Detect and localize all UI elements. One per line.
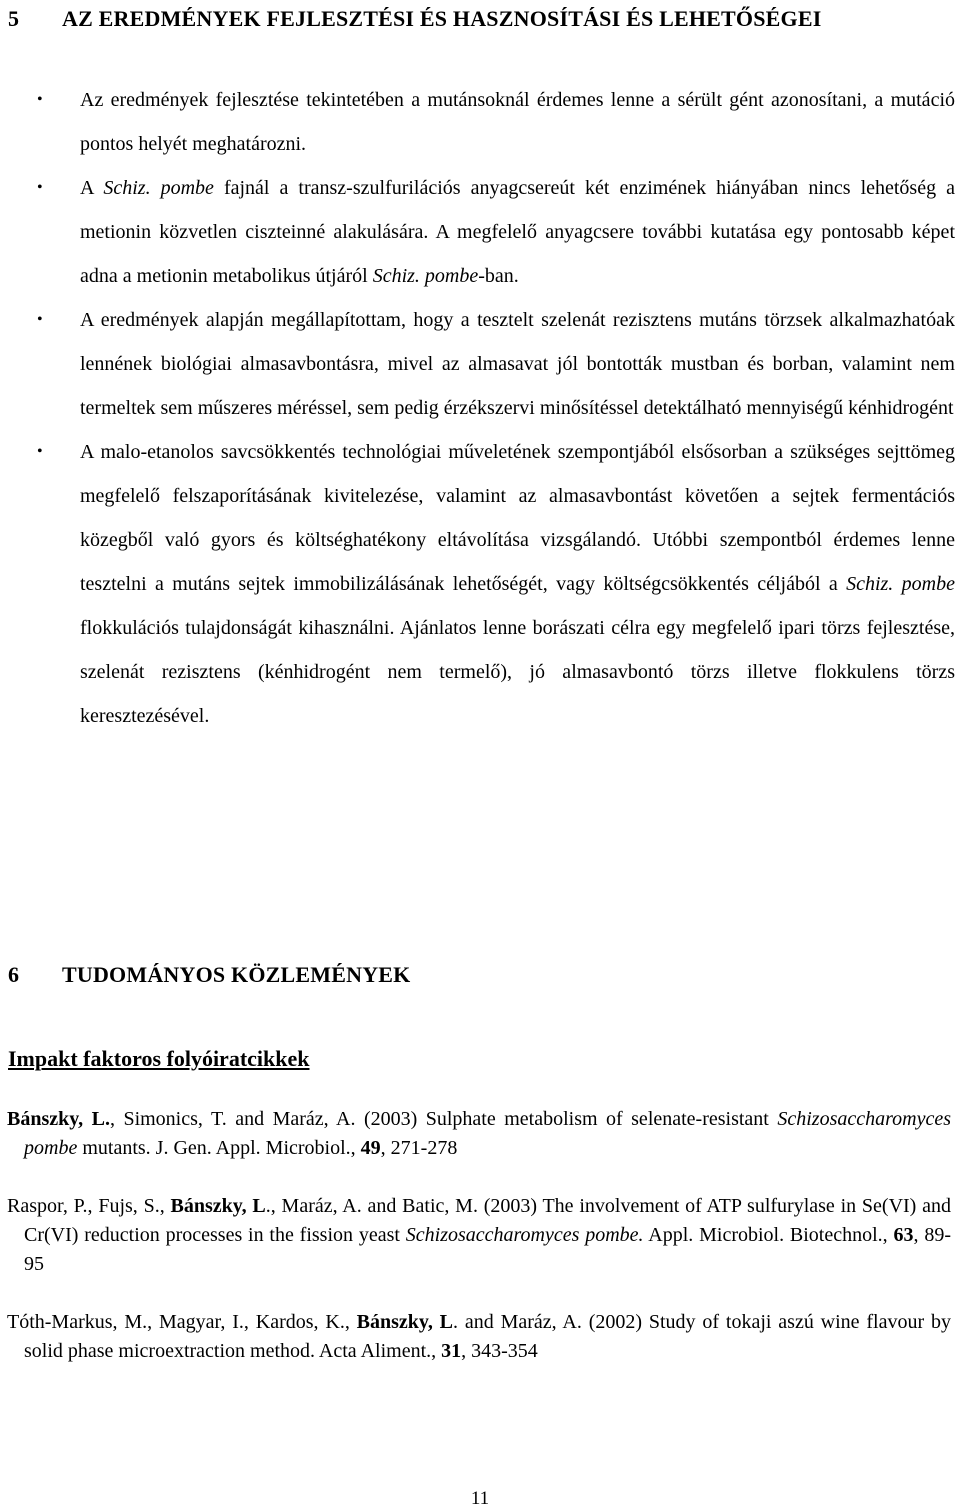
reference-item bbox=[7, 1308, 951, 1366]
bullet-marker: • bbox=[37, 443, 43, 460]
page-number: 11 bbox=[470, 1488, 490, 1509]
reference-author-highlight: Bánszky, L bbox=[170, 1195, 266, 1217]
reference-text: Tóth-Markus, M., Magyar, I., Kardos, K., bbox=[7, 1311, 357, 1333]
subsection-title: Impakt faktoros folyóiratcikkek bbox=[8, 1046, 310, 1071]
species-name: Schiz. pombe bbox=[846, 573, 955, 595]
bullet-marker: • bbox=[37, 179, 43, 196]
reference-text: , Simonics, T. and Maráz, A. (2003) Sulphate metabolism of selenate-resistant bbox=[109, 1108, 778, 1130]
reference-item bbox=[7, 1105, 951, 1163]
list-item bbox=[0, 298, 960, 430]
reference-text: Appl. Microbiol. Biotechnol., bbox=[643, 1224, 894, 1246]
bullet-4-text: A malo-etanolos savcsökkentés technológiai műveletének szempontjából elsősorban a szükséges sejttömeg megfelelő felszaporításának kivitelezése, valamint az almasavbontást követően a sejtek fermentációs közegből való gyors és költséghatékony eltávolítása vizsgálandó. Utóbbi szempontból érdemes lenne tesztelni a mutáns sejtek immobilizálásának lehetőségét, vagy költségcsökkentés céljából a bbox=[80, 441, 955, 595]
reference-item bbox=[7, 1192, 951, 1279]
bullet-1-text: Az eredmények fejlesztése tekintetében a mutánsoknál érdemes lenne a sérült gént azonosítani, a mutáció pontos helyét meghatározni. bbox=[80, 89, 955, 155]
species-name: Schiz. pombe bbox=[103, 177, 214, 199]
reference-pages: , 343-354 bbox=[461, 1340, 538, 1362]
reference-volume: 31 bbox=[441, 1340, 462, 1362]
reference-text: , bbox=[350, 1137, 361, 1159]
bullet-list bbox=[0, 78, 960, 738]
section-5-number: 5 bbox=[8, 6, 20, 31]
section-6-heading bbox=[8, 962, 410, 988]
reference-volume: 49 bbox=[360, 1137, 381, 1159]
bullet-marker: • bbox=[37, 311, 43, 328]
reference-author-highlight: Bánszky, L. bbox=[7, 1108, 110, 1130]
bullet-3-text: A eredmények alapján megállapítottam, hogy a tesztelt szelenát rezisztens mutáns törzsek alkalmazhatóak lennének biológiai almasavbontásra, mivel az almasavat jól bontották mustban és borban, valamint nem termeltek sem műszeres méréssel, sem pedig érzékszervi minősítéssel detektálható mennyiségű kénhidrogént bbox=[80, 309, 955, 419]
bullet-2-text: fajnál a transz-szulfurilációs anyagcsereút két enzimének hiányában nincs lehetőség a metionin közvetlen ciszteinné alakulására. A megfelelő anyagcsere további kutatása egy pontosabb képet adna a metionin metabolikus útjáról bbox=[80, 177, 955, 287]
list-item bbox=[0, 430, 960, 738]
bullet-2-text: -ban. bbox=[478, 265, 519, 287]
species-name: Schiz. pombe bbox=[372, 265, 479, 287]
reference-author-highlight: Bánszky, L bbox=[356, 1311, 454, 1333]
section-6-title: TUDOMÁNYOS KÖZLEMÉNYEK bbox=[62, 962, 411, 987]
section-6-number: 6 bbox=[8, 962, 20, 987]
list-item bbox=[0, 166, 960, 298]
reference-text: ., Maráz, A. and Batic, M. (2003) The involvement of ATP sulfurylase in Se(VI) and Cr(VI) reduction processes in the fission yeast bbox=[24, 1195, 951, 1246]
species-name: Schizosaccharomyces pombe bbox=[24, 1108, 952, 1159]
reference-pages: , 271-278 bbox=[380, 1137, 458, 1159]
bullet-marker: • bbox=[37, 91, 43, 108]
bullet-4-text: flokkulációs tulajdonságát kihasználni. Ajánlatos lenne borászati célra egy megfelelő ipari törzs fejlesztése, szelenát rezisztens (kénhidrogént nem termelő), jó almasavbontó törzs illetve flokkulens törzs keresztezésével. bbox=[80, 617, 955, 727]
list-item bbox=[0, 78, 960, 166]
reference-text: Raspor, P., Fujs, S., bbox=[7, 1195, 171, 1217]
reference-pages: , 89-95 bbox=[24, 1224, 951, 1275]
reference-text: mutants. J. Gen. Appl. Microbiol. bbox=[77, 1137, 351, 1159]
species-name: Schizosaccharomyces pombe. bbox=[405, 1224, 644, 1246]
bullet-2-text: A bbox=[80, 177, 104, 199]
reference-text: . and Maráz, A. (2002) Study of tokaji aszú wine flavour by solid phase microextraction method. Acta Aliment., bbox=[24, 1311, 952, 1362]
section-5-heading bbox=[8, 6, 821, 32]
section-5-title: AZ EREDMÉNYEK FEJLESZTÉSI ÉS HASZNOSÍTÁSI ÉS LEHETŐSÉGEI bbox=[62, 6, 822, 31]
reference-volume: 63 bbox=[893, 1224, 914, 1246]
